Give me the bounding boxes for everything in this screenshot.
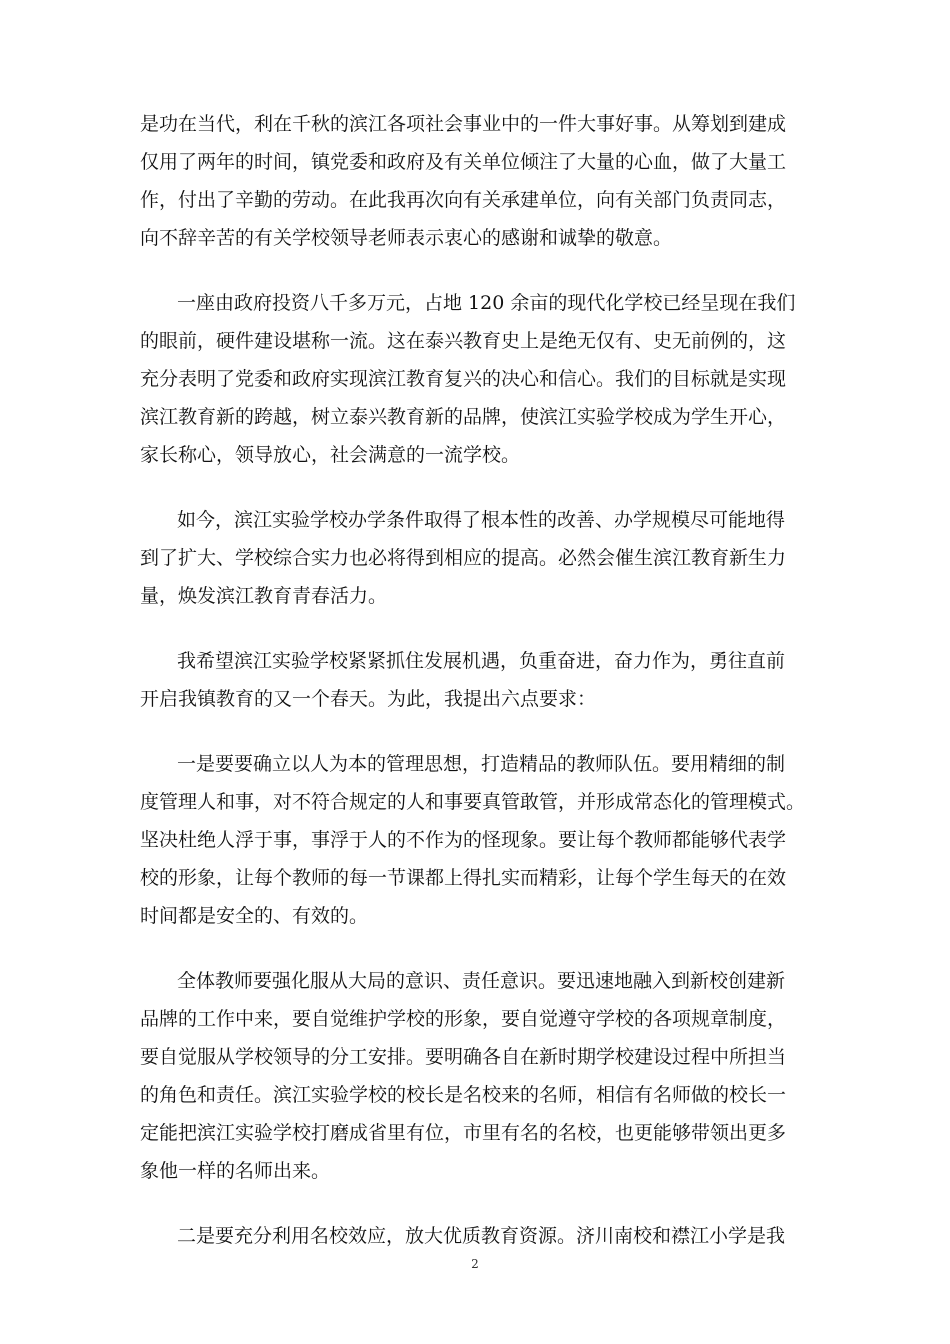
paragraph-line: 坚决杜绝人浮于事，事浮于人的不作为的怪现象。要让每个教师都能够代表学	[140, 829, 787, 851]
paragraph-line: 到了扩大、学校综合实力也必将得到相应的提高。必然会催生滨江教育新生力	[140, 547, 787, 569]
paragraph-7	[140, 1217, 820, 1255]
paragraph-line: 的眼前，硬件建设堪称一流。这在泰兴教育史上是绝无仅有、史无前例的，这	[140, 330, 787, 352]
paragraph-line: 作，付出了辛勤的劳动。在此我再次向有关承建单位，向有关部门负责同志，	[140, 189, 787, 211]
paragraph-line: 要自觉服从学校领导的分工安排。要明确各自在新时期学校建设过程中所担当	[140, 1046, 787, 1068]
paragraph-line: 品牌的工作中来，要自觉维护学校的形象，要自觉遵守学校的各项规章制度，	[140, 1008, 787, 1030]
paragraph-line: 开启我镇教育的又一个春天。为此，我提出六点要求：	[140, 688, 597, 710]
paragraph-1	[140, 105, 820, 257]
paragraph-line: 一是要要确立以人为本的管理思想，打造精品的教师队伍。要用精细的制	[177, 753, 786, 775]
paragraph-line: 滨江教育新的跨越，树立泰兴教育新的品牌，使滨江实验学校成为学生开心，	[140, 406, 787, 428]
paragraph-6	[140, 962, 820, 1190]
paragraph-3	[140, 501, 820, 615]
paragraph-line: 的角色和责任。滨江实验学校的校长是名校来的名师，相信有名师做的校长一	[140, 1084, 787, 1106]
document-body	[140, 105, 820, 1282]
paragraph-line: 如今，滨江实验学校办学条件取得了根本性的改善、办学规模尽可能地得	[177, 509, 786, 531]
page-number: 2	[471, 1257, 479, 1271]
paragraph-line: 充分表明了党委和政府实现滨江教育复兴的决心和信心。我们的目标就是实现	[140, 368, 787, 390]
paragraph-line: 度管理人和事，对不符合规定的人和事要真管敢管，并形成常态化的管理模式。	[140, 791, 806, 813]
paragraph-4	[140, 642, 820, 718]
paragraph-line: 我希望滨江实验学校紧紧抓住发展机遇，负重奋进，奋力作为，勇往直前	[177, 650, 786, 672]
paragraph-line: 仅用了两年的时间，镇党委和政府及有关单位倾注了大量的心血，做了大量工	[140, 151, 787, 173]
paragraph-2	[140, 284, 820, 474]
paragraph-line: 量，焕发滨江教育青春活力。	[140, 585, 388, 607]
paragraph-line: 家长称心，领导放心，社会满意的一流学校。	[140, 444, 521, 466]
paragraph-line: 全体教师要强化服从大局的意识、责任意识。要迅速地融入到新校创建新	[177, 970, 786, 992]
paragraph-line: 二是要充分利用名校效应，放大优质教育资源。济川南校和襟江小学是我	[177, 1225, 786, 1247]
paragraph-line: 时间都是安全的、有效的。	[140, 905, 369, 927]
paragraph-5	[140, 745, 820, 935]
paragraph-line: 是功在当代，利在千秋的滨江各项社会事业中的一件大事好事。从筹划到建成	[140, 113, 787, 135]
paragraph-line: 象他一样的名师出来。	[140, 1160, 331, 1182]
paragraph-line: 校的形象，让每个教师的每一节课都上得扎实而精彩，让每个学生每天的在效	[140, 867, 787, 889]
paragraph-line: 定能把滨江实验学校打磨成省里有位，市里有名的名校，也更能够带领出更多	[140, 1122, 787, 1144]
paragraph-line: 向不辞辛苦的有关学校领导老师表示衷心的感谢和诚挚的敬意。	[140, 227, 673, 249]
paragraph-line: 一座由政府投资八千多万元，占地 120 余亩的现代化学校已经呈现在我们	[177, 292, 796, 314]
